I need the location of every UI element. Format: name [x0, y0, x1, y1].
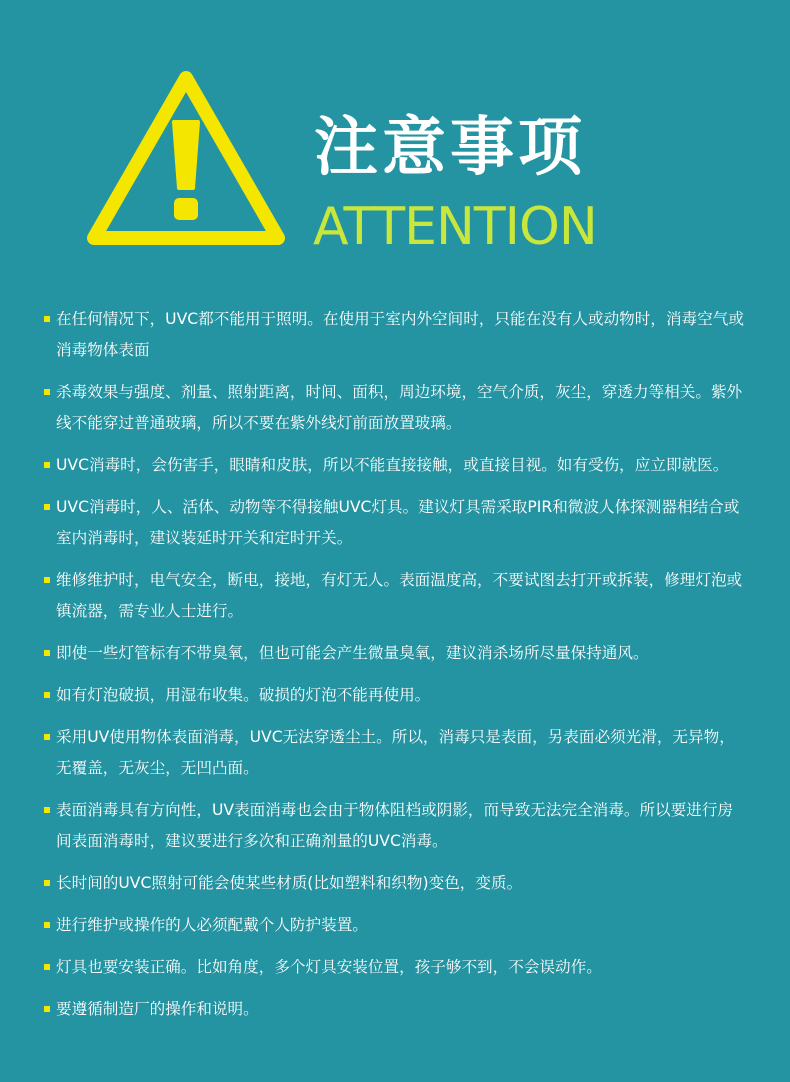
list-item-text: 如有灯泡破损，用湿布收集。破损的灯泡不能再使用。 — [56, 686, 431, 704]
bullet-icon — [44, 734, 50, 740]
warning-triangle-icon — [86, 70, 286, 250]
list-item-text: 维修维护时，电气安全，断电，接地，有灯无人。表面温度高，不要试图去打开或拆装，修理灯泡或镇流器，需专业人士进行。 — [56, 571, 743, 620]
list-item-text: UVC消毒时，人、活体、动物等不得接触UVC灯具。建议灯具需采取PIR和微波人体探测器相结合或室内消毒时，建议装延时开关和定时开关。 — [56, 498, 740, 547]
list-item — [44, 450, 744, 481]
list-item-text: 灯具也要安装正确。比如角度，多个灯具安装位置，孩子够不到，不会误动作。 — [56, 958, 602, 976]
list-item-text: 长时间的UVC照射可能会使某些材质(比如塑料和织物)变色，变质。 — [56, 874, 523, 892]
bullet-icon — [44, 964, 50, 970]
bullet-icon — [44, 922, 50, 928]
list-item — [44, 680, 744, 711]
list-item — [44, 492, 744, 554]
list-item — [44, 994, 744, 1025]
list-item — [44, 795, 744, 857]
list-item-text: 在任何情况下，UVC都不能用于照明。在使用于室内外空间时，只能在没有人或动物时，消毒空气或消毒物体表面 — [56, 310, 744, 359]
page-subtitle: ATTENTION — [313, 197, 597, 257]
bullet-icon — [44, 462, 50, 468]
list-item-text: 进行维护或操作的人必须配戴个人防护装置。 — [56, 916, 368, 934]
list-item — [44, 910, 744, 941]
list-item-text: 杀毒效果与强度、剂量、照射距离，时间、面积，周边环境，空气介质，灰尘，穿透力等相关。紫外线不能穿过普通玻璃，所以不要在紫外线灯前面放置玻璃。 — [56, 383, 743, 432]
bullet-icon — [44, 577, 50, 583]
list-item-text: UVC消毒时，会伤害手，眼睛和皮肤，所以不能直接接触，或直接目视。如有受伤，应立即就医。 — [56, 456, 729, 474]
list-item-text: 即使一些灯管标有不带臭氧，但也可能会产生微量臭氧，建议消杀场所尽量保持通风。 — [56, 644, 649, 662]
list-item — [44, 952, 744, 983]
bullet-icon — [44, 316, 50, 322]
list-item-text: 表面消毒具有方向性，UV表面消毒也会由于物体阻档或阴影，而导致无法完全消毒。所以要进行房间表面消毒时，建议要进行多次和正确剂量的UVC消毒。 — [56, 801, 734, 850]
list-item — [44, 722, 744, 784]
header — [0, 0, 790, 280]
bullet-icon — [44, 650, 50, 656]
list-item — [44, 868, 744, 899]
list-item-text: 要遵循制造厂的操作和说明。 — [56, 1000, 259, 1018]
list-item — [44, 304, 744, 366]
list-item — [44, 638, 744, 669]
bullet-icon — [44, 692, 50, 698]
list-item-text: 采用UV使用物体表面消毒，UVC无法穿透尘土。所以，消毒只是表面，另表面必须光滑，无异物，无覆盖，无灰尘，无凹凸面。 — [56, 728, 735, 777]
bullet-icon — [44, 880, 50, 886]
list-item — [44, 565, 744, 627]
list-item — [44, 377, 744, 439]
bullet-icon — [44, 1006, 50, 1012]
bullet-icon — [44, 807, 50, 813]
notice-list — [44, 304, 744, 1025]
bullet-icon — [44, 389, 50, 395]
page-title: 注意事项 — [314, 111, 586, 185]
bullet-icon — [44, 504, 50, 510]
